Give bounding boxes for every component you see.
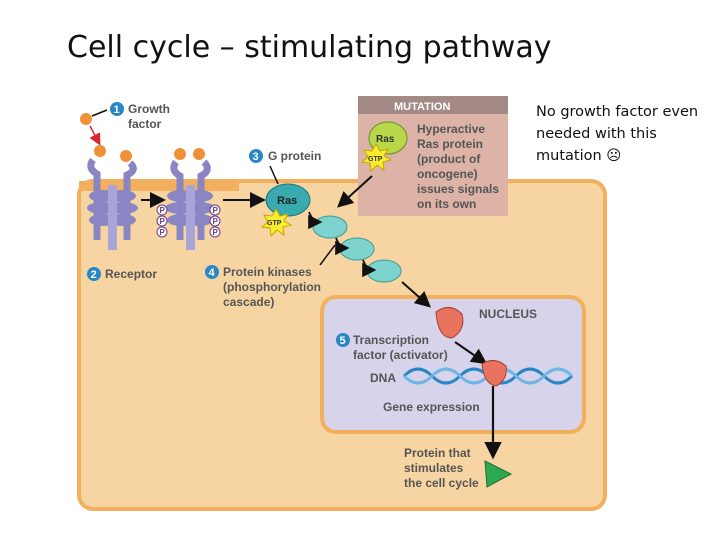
step-4-label-1: Protein kinases — [223, 265, 312, 279]
svg-text:P: P — [212, 228, 218, 237]
step-1-label-1: Growth — [128, 102, 170, 116]
step-2-label: Receptor — [105, 267, 158, 281]
mutation-line-6: on its own — [417, 197, 477, 211]
step-3-number: 3 — [252, 151, 259, 163]
dna-label: DNA — [370, 371, 396, 385]
phosphate-group-right — [210, 205, 220, 237]
receptor-unbound — [87, 145, 138, 250]
mutation-line-2: Ras protein — [417, 137, 484, 151]
mutation-box — [358, 96, 508, 216]
svg-text:P: P — [159, 206, 165, 215]
svg-text:P: P — [212, 217, 218, 226]
step-1-number: 1 — [113, 104, 120, 116]
step-4-label-3: cascade) — [223, 295, 275, 309]
mutation-header: MUTATION — [394, 101, 451, 113]
svg-text:P: P — [159, 228, 165, 237]
mutant-ras-label: Ras — [376, 134, 395, 145]
step-1-label-2: factor — [128, 117, 162, 131]
mutant-gtp-label: GTP — [368, 156, 383, 163]
kinase-3 — [367, 260, 401, 282]
ras-label: Ras — [277, 195, 298, 207]
mutation-line-4: oncogene) — [417, 167, 478, 181]
protein-label-1: Protein that — [404, 446, 471, 460]
gtp-label: GTP — [267, 220, 282, 227]
step-4-label-2: (phosphorylation — [223, 280, 321, 294]
side-note: No growth factor even needed with this mutation ☹ — [536, 104, 699, 164]
growth-factor-binding-arrow — [90, 126, 99, 143]
step-3-label: G protein — [268, 149, 322, 163]
protein-label-3: the cell cycle — [404, 476, 479, 490]
kinase-1 — [313, 216, 347, 238]
mutation-line-5: issues signals — [417, 182, 500, 196]
mutation-line-3: (product of — [417, 152, 481, 166]
svg-text:P: P — [212, 206, 218, 215]
nucleus-label: NUCLEUS — [479, 307, 538, 321]
step-5-label-1: Transcription — [353, 333, 430, 347]
phosphate-group-left — [157, 205, 167, 237]
gene-expression-label: Gene expression — [383, 400, 480, 414]
kinase-2 — [340, 238, 374, 260]
protein-label-2: stimulates — [404, 461, 464, 475]
cell-membrane — [79, 181, 239, 191]
growth-factor-molecule — [80, 113, 92, 125]
step-5-number: 5 — [339, 335, 346, 347]
step-4-number: 4 — [208, 267, 215, 279]
step-2-number: 2 — [90, 269, 97, 281]
slide-title: Cell cycle – stimulating pathway — [67, 30, 552, 65]
svg-text:P: P — [159, 217, 165, 226]
mutation-line-1: Hyperactive — [417, 122, 486, 136]
step-5-label-2: factor (activator) — [353, 348, 448, 362]
